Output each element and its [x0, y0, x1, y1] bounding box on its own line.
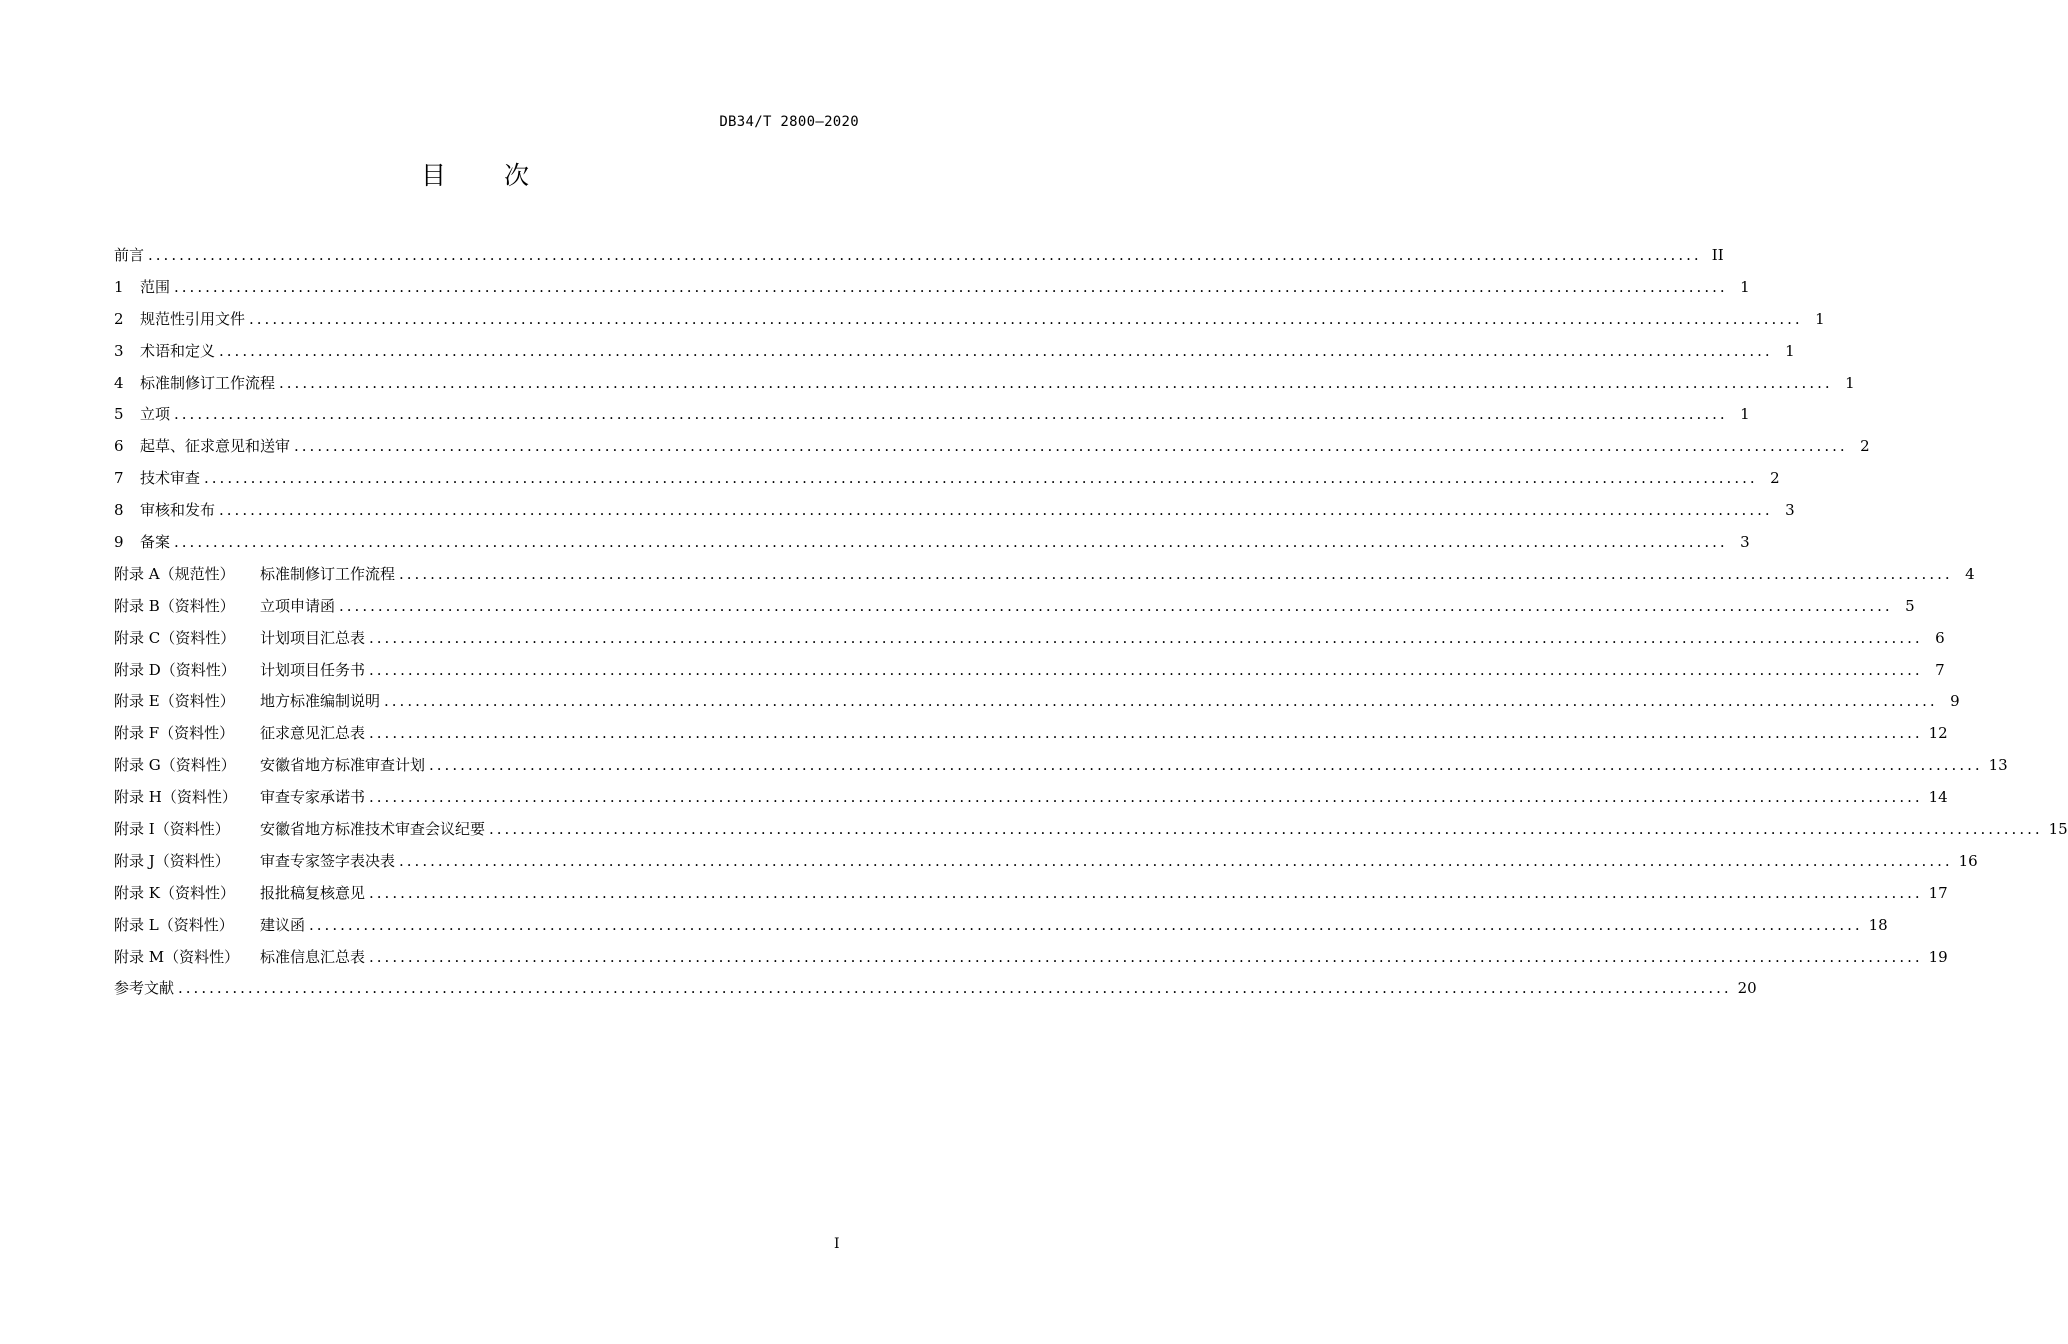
toc-entry-leader-dots: ........................................................................................................................................................................................................ [489, 820, 2043, 839]
toc-entry-label: 报批稿复核意见 [260, 883, 366, 902]
toc-entry-leader-dots: ........................................................................................................................................................................................................ [219, 501, 1773, 520]
toc-entry-label: 征求意见汇总表 [260, 724, 366, 743]
toc-entry[interactable] [114, 910, 1888, 942]
toc-entry-label: 标准信息汇总表 [260, 947, 366, 966]
toc-entry-leader-dots: ........................................................................................................................................................................................................ [399, 564, 1953, 583]
toc-entry-leader-dots: ........................................................................................................................................................................................................ [384, 692, 1938, 711]
toc-entry-annex-prefix: 附录 C（资料性） [114, 628, 236, 647]
toc-entry-page-number: 18 [1868, 915, 1888, 934]
toc-entry[interactable] [114, 750, 2008, 782]
toc-entry[interactable] [114, 846, 1978, 878]
toc-entry[interactable] [114, 814, 2068, 846]
toc-entry[interactable] [114, 973, 1757, 1005]
toc-entry-page-number: 3 [1785, 501, 1795, 520]
toc-entry-label: 范围 [140, 277, 171, 296]
toc-entry-leader-dots: ........................................................................................................................................................................................................ [369, 788, 1923, 807]
toc-entry-leader-dots: ........................................................................................................................................................................................................ [399, 851, 1953, 870]
document-code: DB34/T 2800—2020 [719, 114, 859, 130]
toc-entry-leader-dots: ........................................................................................................................................................................................................ [369, 724, 1923, 743]
toc-entry[interactable] [114, 686, 1960, 718]
toc-entry[interactable] [114, 463, 1780, 495]
toc-entry[interactable] [114, 431, 1870, 463]
toc-entry-annex-prefix: 附录 A（规范性） [114, 564, 235, 583]
toc-entry-label: 安徽省地方标准审查计划 [260, 756, 426, 775]
toc-entry-annex-prefix: 附录 B（资料性） [114, 596, 235, 615]
page-number: I [834, 1236, 840, 1252]
toc-entry-label: 建议函 [260, 915, 306, 934]
toc-entry-leader-dots: ........................................................................................................................................................................................................ [294, 437, 1848, 456]
toc-entry-label: 审核和发布 [140, 501, 216, 520]
toc-entry-page-number: 15 [2048, 820, 2068, 839]
toc-entry-annex-prefix: 附录 I（资料性） [114, 820, 230, 839]
table-of-contents [114, 240, 2068, 1005]
toc-entry-page-number: 6 [1935, 628, 1945, 647]
toc-entry-leader-dots: ........................................................................................................................................................................................................ [174, 533, 1728, 552]
toc-entry-label: 立项申请函 [260, 596, 336, 615]
toc-entry-number: 6 [114, 437, 124, 456]
toc-entry-label: 起草、征求意见和送审 [140, 437, 291, 456]
toc-entry-page-number: 9 [1950, 692, 1960, 711]
toc-entry[interactable] [114, 336, 1795, 368]
toc-entry-leader-dots: ........................................................................................................................................................................................................ [369, 660, 1923, 679]
toc-entry-number: 7 [114, 469, 124, 488]
toc-entry-label: 技术审查 [140, 469, 201, 488]
toc-entry-number: 8 [114, 501, 124, 520]
toc-entry-page-number: 1 [1845, 373, 1855, 392]
toc-entry[interactable] [114, 878, 1948, 910]
toc-entry-leader-dots: ........................................................................................................................................................................................................ [369, 628, 1923, 647]
toc-entry-leader-dots: ........................................................................................................................................................................................................ [178, 979, 1732, 998]
toc-entry-annex-prefix: 附录 L（资料性） [114, 915, 234, 934]
toc-entry-leader-dots: ........................................................................................................................................................................................................ [249, 309, 1803, 328]
toc-entry-label: 参考文献 [114, 979, 175, 998]
toc-entry-label: 地方标准编制说明 [260, 692, 381, 711]
toc-entry-annex-prefix: 附录 H（资料性） [114, 788, 237, 807]
toc-entry[interactable] [114, 399, 1750, 431]
toc-entry-label: 安徽省地方标准技术审查会议纪要 [260, 820, 486, 839]
toc-entry-label: 审查专家承诺书 [260, 788, 366, 807]
toc-entry-annex-prefix: 附录 F（资料性） [114, 724, 235, 743]
toc-entry-label: 计划项目任务书 [260, 660, 366, 679]
toc-entry-leader-dots: ........................................................................................................................................................................................................ [339, 596, 1893, 615]
toc-entry-page-number: 13 [1988, 756, 2008, 775]
toc-entry-label: 计划项目汇总表 [260, 628, 366, 647]
toc-entry-label: 前言 [114, 246, 145, 264]
toc-entry-page-number: 16 [1958, 851, 1978, 870]
toc-entry-number: 2 [114, 309, 124, 328]
toc-entry[interactable] [114, 942, 1948, 974]
toc-entry-page-number: 1 [1785, 341, 1795, 360]
toc-entry-page-number: 20 [1737, 979, 1757, 998]
toc-entry-annex-prefix: 附录 G（资料性） [114, 756, 236, 775]
toc-entry-page-number: 1 [1740, 405, 1750, 424]
toc-entry[interactable] [114, 718, 1948, 750]
toc-entry-leader-dots: ........................................................................................................................................................................................................ [204, 469, 1758, 488]
toc-entry-number: 1 [114, 277, 124, 296]
toc-entry-label: 术语和定义 [140, 341, 216, 360]
toc-entry-page-number: 1 [1815, 309, 1825, 328]
toc-entry-page-number: 14 [1928, 788, 1948, 807]
toc-entry-number: 3 [114, 341, 124, 360]
toc-entry-leader-dots: ........................................................................................................................................................................................................ [279, 373, 1833, 392]
page-title: 目次 [420, 161, 587, 190]
toc-entry-leader-dots: ........................................................................................................................................................................................................ [174, 277, 1728, 296]
toc-entry-page-number: 1 [1740, 277, 1750, 296]
toc-entry-number: 5 [114, 405, 124, 424]
toc-entry-annex-prefix: 附录 E（资料性） [114, 692, 235, 711]
toc-entry-label: 规范性引用文件 [140, 309, 246, 328]
toc-entry-label: 审查专家签字表决表 [260, 851, 396, 870]
toc-entry[interactable] [114, 272, 1750, 304]
toc-entry-page-number: 5 [1905, 596, 1915, 615]
toc-entry-label: 立项 [140, 405, 171, 424]
toc-entry-number: 4 [114, 373, 124, 392]
toc-entry[interactable] [114, 655, 1945, 687]
toc-entry-leader-dots: ........................................................................................................................................................................................................ [369, 883, 1923, 902]
toc-entry-leader-dots: ........................................................................................................................................................................................................ [174, 405, 1728, 424]
toc-entry[interactable] [114, 304, 1825, 336]
toc-entry-label: 标准制修订工作流程 [260, 564, 396, 583]
toc-entry-page-number: 2 [1770, 469, 1780, 488]
toc-entry-leader-dots: ........................................................................................................................................................................................................ [429, 756, 1983, 775]
toc-entry[interactable] [114, 527, 1750, 559]
toc-entry-page-number: 3 [1740, 533, 1750, 552]
toc-entry-page-number: 4 [1965, 564, 1975, 583]
toc-entry-annex-prefix: 附录 J（资料性） [114, 851, 230, 870]
toc-entry-page-number: II [1711, 246, 1724, 264]
toc-entry-page-number: 12 [1928, 724, 1948, 743]
toc-entry-label: 标准制修订工作流程 [140, 373, 276, 392]
toc-entry[interactable] [114, 240, 1724, 272]
toc-entry[interactable] [114, 623, 1945, 655]
toc-entry-page-number: 7 [1935, 660, 1945, 679]
toc-entry[interactable] [114, 782, 1948, 814]
toc-entry-leader-dots: ........................................................................................................................................................................................................ [369, 947, 1923, 966]
toc-entry[interactable] [114, 591, 1915, 623]
toc-entry-page-number: 19 [1928, 947, 1948, 966]
toc-entry-number: 9 [114, 533, 124, 552]
toc-entry-label: 备案 [140, 533, 171, 552]
toc-entry-page-number: 2 [1860, 437, 1870, 456]
toc-entry-leader-dots: ........................................................................................................................................................................................................ [148, 246, 1702, 264]
toc-entry-annex-prefix: 附录 K（资料性） [114, 883, 235, 902]
toc-entry-leader-dots: ........................................................................................................................................................................................................ [219, 341, 1773, 360]
toc-entry-annex-prefix: 附录 D（资料性） [114, 660, 236, 679]
toc-entry[interactable] [114, 495, 1795, 527]
toc-entry-page-number: 17 [1928, 883, 1948, 902]
toc-entry[interactable] [114, 368, 1855, 400]
toc-entry-annex-prefix: 附录 M（资料性） [114, 947, 240, 966]
toc-entry[interactable] [114, 559, 1975, 591]
toc-entry-leader-dots: ........................................................................................................................................................................................................ [309, 915, 1863, 934]
